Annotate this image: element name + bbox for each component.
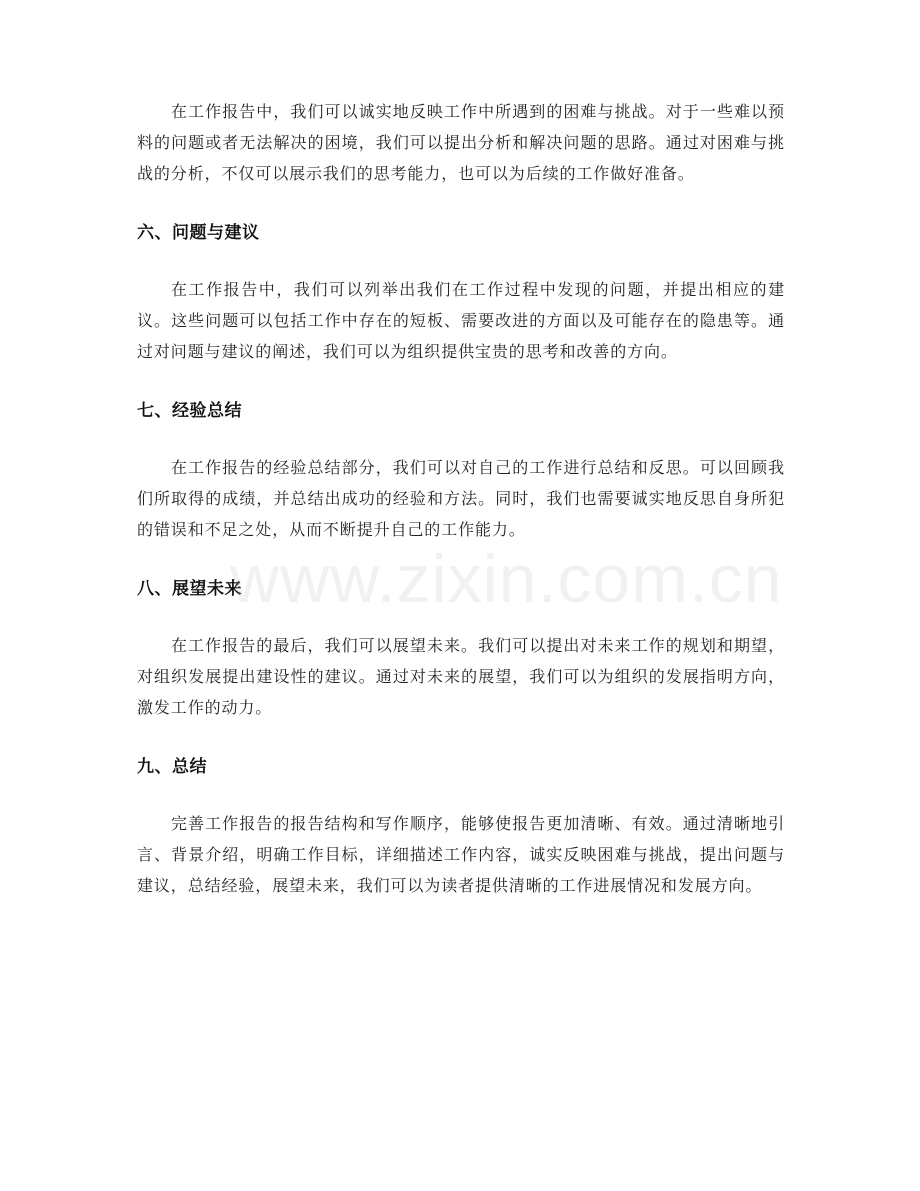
section-heading-problems: 六、问题与建议 [137,223,260,243]
section-heading-summary: 九、总结 [137,757,207,777]
section-body-experience: 在工作报告的经验总结部分，我们可以对自己的工作进行总结和反思。可以回顾我们所取得的成绩，并总结出成功的经验和方法。同时，我们也需要诚实地反思自身所犯的错误和不足之处，从而不断提升自己的工作能力。 [137,458,785,539]
section-body-problems: 在工作报告中，我们可以列举出我们在工作过程中发现的问题，并提出相应的建议。这些问题可以包括工作中存在的短板、需要改进的方面以及可能存在的隐患等。通过对问题与建议的阐述，我们可以为组织提供宝贵的思考和改善的方向。 [137,280,785,361]
section-body-outlook: 在工作报告的最后，我们可以展望未来。我们可以提出对未来工作的规划和期望，对组织发展提出建设性的建议。通过对未来的展望，我们可以为组织的发展指明方向，激发工作的动力。 [137,636,785,717]
section-heading-experience: 七、经验总结 [137,401,242,421]
section-body-summary: 完善工作报告的报告结构和写作顺序，能够使报告更加清晰、有效。通过清晰地引言、背景介绍，明确工作目标，详细描述工作内容，诚实反映困难与挑战，提出问题与建议，总结经验，展望未来，我们可以为读者提供清晰的工作进展情况和发展方向。 [137,814,785,895]
document-body [137,96,785,901]
watermark-text: www.zixin.com.cn [230,541,783,617]
section-heading-outlook: 八、展望未来 [137,579,242,599]
intro-paragraph: 在工作报告中，我们可以诚实地反映工作中所遇到的困难与挑战。对于一些难以预料的问题或者无法解决的困境，我们可以提出分析和解决问题的思路。通过对困难与挑战的分析，不仅可以展示我们的思考能力，也可以为后续的工作做好准备。 [137,102,785,183]
